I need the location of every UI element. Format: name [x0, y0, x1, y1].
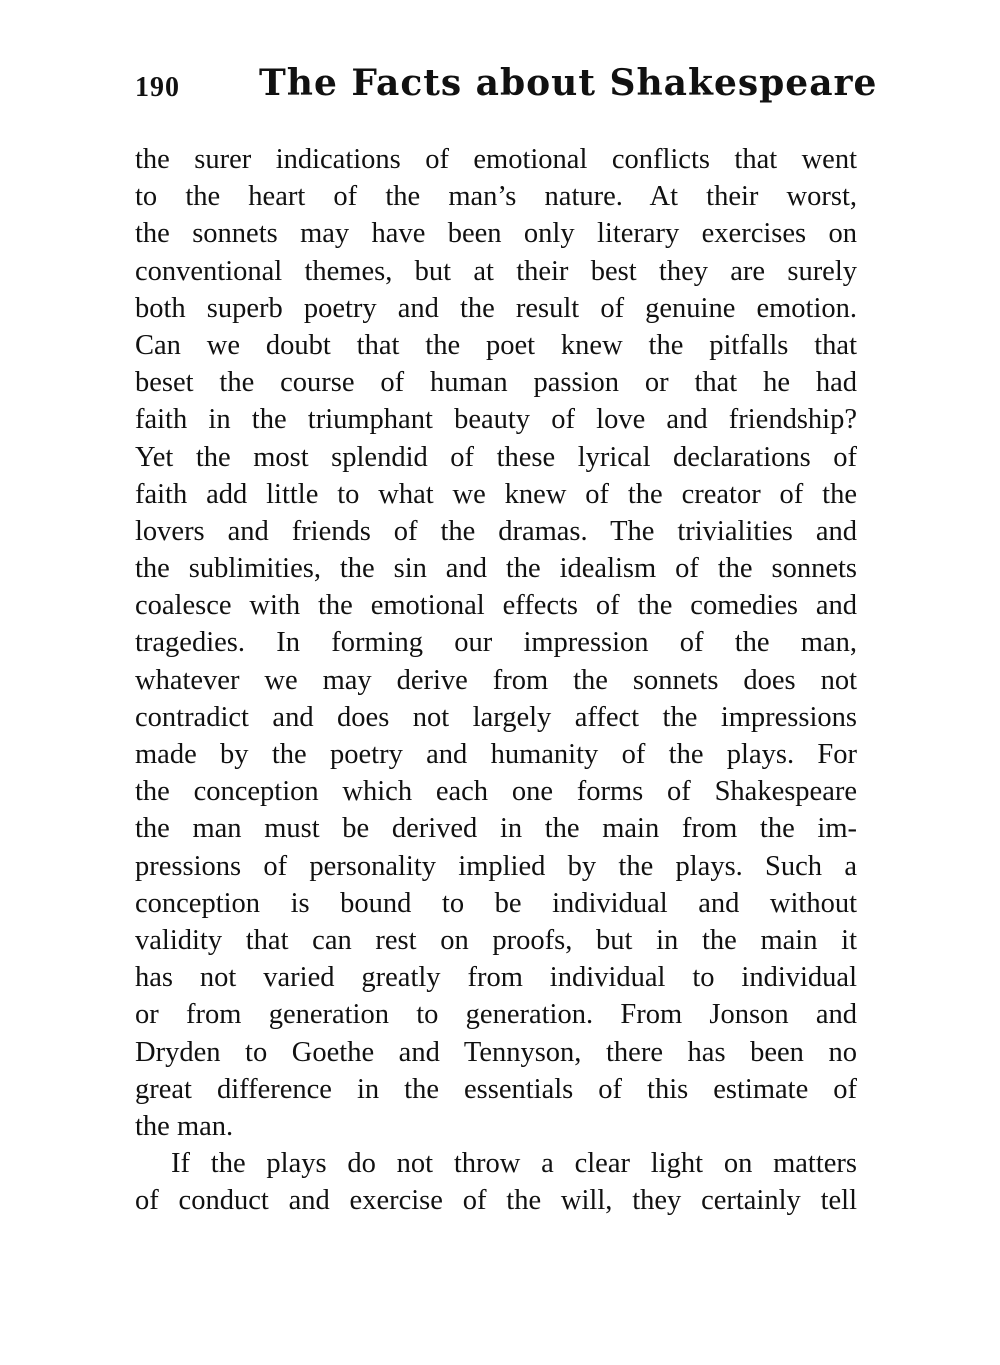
text-line: conventional themes, but at their best they are surely [135, 255, 857, 287]
text-line: or from generation to generation. From Jonson and [135, 999, 857, 1031]
text-line: coalesce with the emotional effects of the comedies and [135, 590, 857, 622]
text-line: the surer indications of emotional conflicts that went [135, 144, 857, 175]
text-line: contradict and does not largely affect the impressions [135, 701, 857, 733]
text-line: validity that can rest on proofs, but in the main it [135, 924, 857, 956]
text-line: conception is bound to be individual and without [135, 887, 857, 919]
paragraph-1 [135, 141, 857, 1145]
text-line: both superb poetry and the result of genuine emotion. [135, 292, 857, 324]
text-line: the man. [135, 1110, 234, 1142]
text-line: made by the poetry and humanity of the plays. For [135, 739, 857, 770]
text-line: faith in the triumphant beauty of love and friendship? [135, 404, 857, 436]
text-line: Can we doubt that the poet knew the pitfalls that [135, 329, 857, 361]
text-line: If the plays do not throw a clear light on matters [171, 1148, 857, 1180]
text-line: Yet the most splendid of these lyrical declarations of [135, 441, 857, 473]
text-line: the conception which each one forms of Shakespeare [135, 776, 857, 808]
text-line: of conduct and exercise of the will, they certainly tell [135, 1185, 857, 1217]
text-line: to the heart of the man’s nature. At their worst, [135, 181, 857, 213]
paragraph-2 [135, 1145, 857, 1219]
text-line: Dryden to Goethe and Tennyson, there has been no [135, 1036, 857, 1068]
body-text [135, 141, 857, 1219]
text-line: the man must be derived in the main from the im- [135, 813, 857, 845]
text-line: beset the course of human passion or that he had [135, 367, 857, 399]
text-line: has not varied greatly from individual to individual [135, 962, 857, 994]
text-line: the sonnets may have been only literary exercises on [135, 218, 857, 250]
text-line: the sublimities, the sin and the idealism of the sonnets [135, 553, 857, 585]
text-line: faith add little to what we knew of the creator of the [135, 478, 857, 510]
text-line: whatever we may derive from the sonnets does not [135, 664, 857, 696]
text-line: pressions of personality implied by the plays. Such a [135, 850, 857, 882]
text-line: great difference in the essentials of this estimate of [135, 1073, 857, 1105]
running-title: The Facts about Shakespeare [259, 62, 878, 104]
running-head [135, 60, 878, 110]
page-number: 190 [135, 72, 180, 103]
text-line: lovers and friends of the dramas. The trivialities and [135, 515, 857, 547]
text-line: tragedies. In forming our impression of the man, [135, 627, 857, 659]
